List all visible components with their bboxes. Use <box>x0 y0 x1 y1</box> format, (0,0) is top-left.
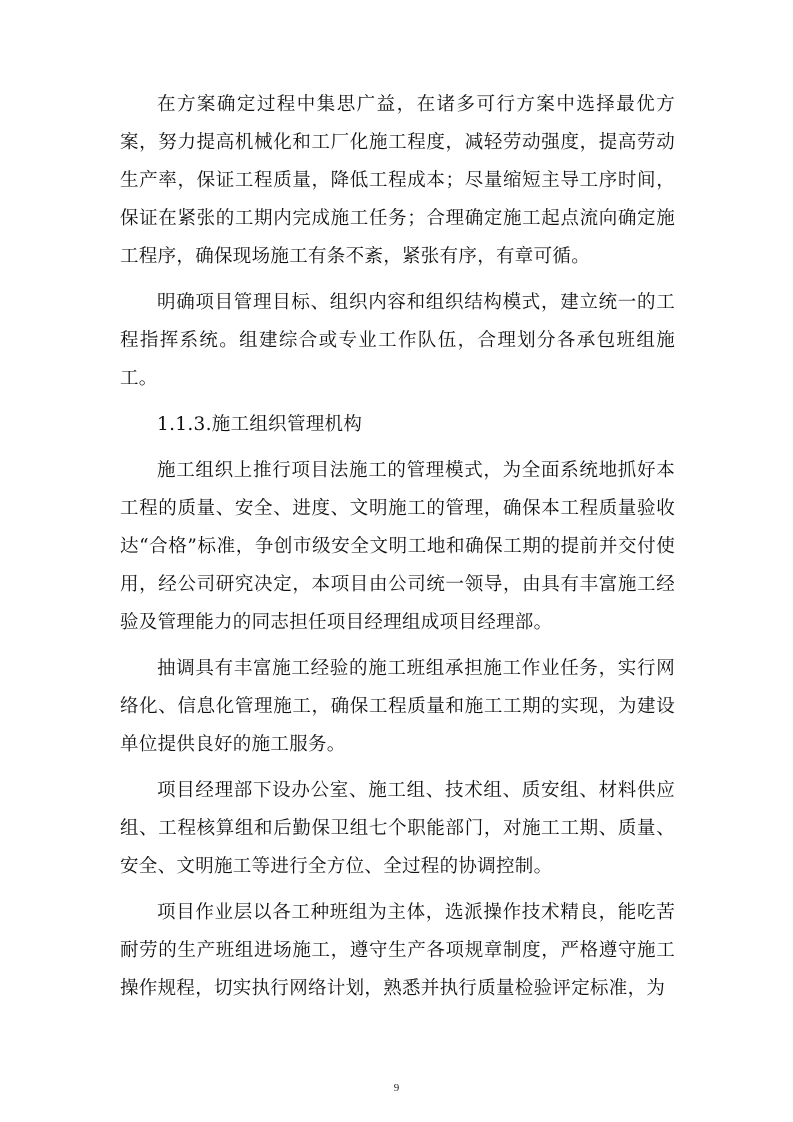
document-body <box>120 86 675 1016</box>
page-number: 9 <box>393 1082 400 1094</box>
paragraph-operation-layer: 项目作业层以各工种班组为主体，选派操作技术精良，能吃苦耐劳的生产班组进场施工，遵守生产各项规章制度，严格遵守施工操作规程，切实执行网络计划，熟悉并执行质量检验评定标准，为 <box>120 902 675 999</box>
paragraph-project-management-mode: 施工组织上推行项目法施工的管理模式，为全面系统地抓好本工程的质量、安全、进度、文明施工的管理，确保本工程质量验收达“合格”标准，争创市级安全文明工地和确保工期的提前并交付使用，经公司研究决定，本项目由公司统一领导，由具有丰富施工经验及管理能力的同志担任项目经理组成项目经理部。 <box>120 460 675 633</box>
section-heading-1-1-3: 1.1.3.施工组织管理机构 <box>157 414 363 435</box>
paragraph-functional-departments: 项目经理部下设办公室、施工组、技术组、质安组、材料供应组、工程核算组和后勤保卫组七个职能部门，对施工工期、质量、安全、文明施工等进行全方位、全过程的协调控制。 <box>120 780 675 877</box>
paragraph-scheme-selection: 在方案确定过程中集思广益，在诸多可行方案中选择最优方案，努力提高机械化和工厂化施工程度，减轻劳动强度，提高劳动生产率，保证工程质量，降低工程成本；尽量缩短主导工序时间，保证在紧张的工期内完成施工任务；合理确定施工起点流向确定施工程序，确保现场施工有条不紊，紧张有序，有章可循。 <box>120 94 675 267</box>
paragraph-construction-teams: 抽调具有丰富施工经验的施工班组承担施工作业任务，实行网络化、信息化管理施工，确保工程质量和施工工期的实现，为建设单位提供良好的施工服务。 <box>120 658 675 755</box>
paragraph-management-goals: 明确项目管理目标、组织内容和组织结构模式，建立统一的工程指挥系统。组建综合或专业工作队伍，合理划分各承包班组施工。 <box>120 292 675 389</box>
